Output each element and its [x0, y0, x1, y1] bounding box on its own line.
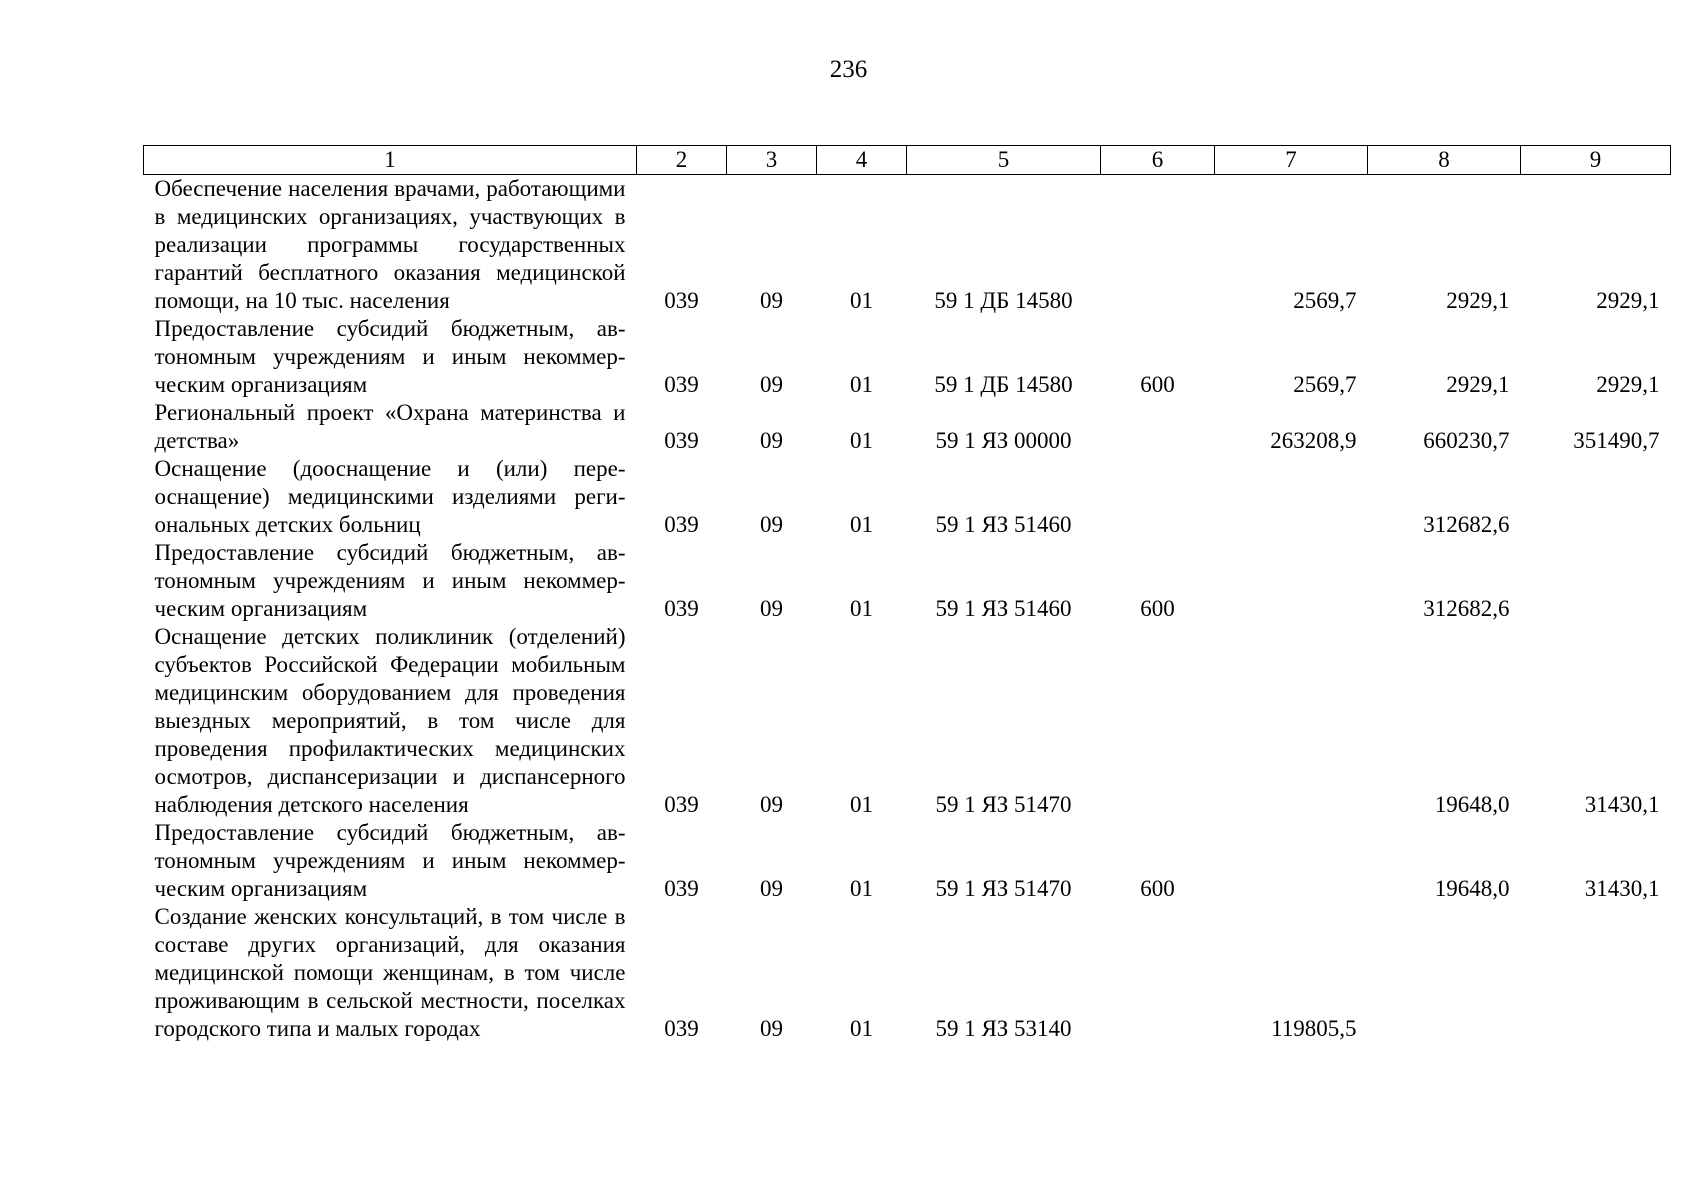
cell-amount-col8: 2929,1 [1446, 288, 1510, 313]
cell-amount-col8: 2929,1 [1446, 372, 1510, 397]
cell-target-article: 59 1 ЯЗ 51460 [935, 512, 1072, 537]
budget-table [143, 145, 1671, 1043]
cell-expense-type: 600 [1140, 876, 1175, 901]
cell-amount-col8: 312682,6 [1423, 596, 1510, 621]
cell-ministry-code: 039 [664, 372, 699, 397]
cell-amount-col7 [1215, 819, 1368, 903]
cell-target-article: 59 1 ЯЗ 51460 [935, 596, 1072, 621]
cell-section-code: 09 [760, 288, 783, 313]
cell-amount-col7 [1215, 539, 1368, 623]
cell-subsection-code: 01 [850, 288, 873, 313]
cell-section-code: 09 [760, 876, 783, 901]
cell-expense-type [1101, 399, 1215, 455]
cell-target-article: 59 1 ЯЗ 51470 [935, 876, 1072, 901]
column-header: 1 [144, 146, 637, 175]
table-row [144, 315, 1671, 399]
cell-subsection-code: 01 [850, 596, 873, 621]
row-name: Создание женских консультаций, в том числе в составе других организаций, для оказания медицинской помощи женщинам, в том числе проживающим в сельской местности, поселках городского типа и малых городах [154, 904, 626, 1041]
cell-expense-type [1101, 175, 1215, 316]
cell-amount-col7 [1215, 455, 1368, 539]
cell-amount-col8: 660230,7 [1423, 428, 1510, 453]
cell-amount-col9: 31430,1 [1584, 876, 1660, 901]
row-name: Предоставление субсидий бюджетным, автономным учреждениям и иным некоммерческим организациям [154, 316, 626, 397]
row-name: Региональный проект «Охрана материнства и детства» [154, 400, 626, 453]
column-header: 6 [1101, 146, 1215, 175]
cell-expense-type: 600 [1140, 596, 1175, 621]
cell-ministry-code: 039 [664, 876, 699, 901]
cell-subsection-code: 01 [850, 1016, 873, 1041]
cell-amount-col7: 263208,9 [1270, 428, 1357, 453]
cell-expense-type [1101, 903, 1215, 1043]
cell-amount-col9: 2929,1 [1596, 288, 1660, 313]
cell-amount-col9: 351490,7 [1573, 428, 1660, 453]
cell-amount-col9 [1521, 903, 1671, 1043]
cell-section-code: 09 [760, 428, 783, 453]
cell-ministry-code: 039 [664, 596, 699, 621]
cell-section-code: 09 [760, 1016, 783, 1041]
column-header: 2 [637, 146, 727, 175]
row-name: Обеспечение населения врачами, работающими в медицинских организациях, участвующих в реализации программы государственных гарантий бесплатного оказания медицинской помощи, на 10 тыс. населения [154, 176, 626, 313]
cell-expense-type [1101, 623, 1215, 819]
cell-ministry-code: 039 [664, 512, 699, 537]
cell-ministry-code: 039 [664, 428, 699, 453]
row-name: Предоставление субсидий бюджетным, автономным учреждениям и иным некоммерческим организациям [154, 820, 626, 901]
column-header: 3 [727, 146, 817, 175]
cell-amount-col9 [1521, 539, 1671, 623]
cell-amount-col7: 2569,7 [1293, 288, 1357, 313]
table-row [144, 819, 1671, 903]
column-header: 8 [1368, 146, 1521, 175]
cell-section-code: 09 [760, 792, 783, 817]
row-name: Оснащение детских поликлиник (отделений) субъектов Российской Федерации мобильным медицинским оборудованием для проведения выездных мероприятий, в том числе для проведения профилактических медицинских осмотров, диспансеризации и диспансерного наблюдения детского населения [154, 624, 626, 817]
row-name: Предоставление субсидий бюджетным, автономным учреждениям и иным некоммерческим организациям [154, 540, 626, 621]
cell-amount-col7: 2569,7 [1293, 372, 1357, 397]
cell-section-code: 09 [760, 512, 783, 537]
cell-amount-col9: 2929,1 [1596, 372, 1660, 397]
table-row [144, 175, 1671, 316]
cell-amount-col8: 19648,0 [1434, 792, 1510, 817]
cell-subsection-code: 01 [850, 512, 873, 537]
cell-subsection-code: 01 [850, 876, 873, 901]
cell-section-code: 09 [760, 372, 783, 397]
column-header: 5 [907, 146, 1101, 175]
table-row [144, 623, 1671, 819]
column-header: 9 [1521, 146, 1671, 175]
cell-amount-col7 [1215, 623, 1368, 819]
page-number: 236 [829, 56, 868, 83]
cell-amount-col8: 19648,0 [1434, 876, 1510, 901]
cell-amount-col7: 119805,5 [1271, 1016, 1357, 1041]
column-header: 7 [1215, 146, 1368, 175]
table-body [144, 175, 1671, 1044]
cell-ministry-code: 039 [664, 792, 699, 817]
table-row [144, 539, 1671, 623]
table-row [144, 399, 1671, 455]
table-row [144, 903, 1671, 1043]
cell-target-article: 59 1 ДБ 14580 [934, 288, 1073, 313]
cell-ministry-code: 039 [664, 288, 699, 313]
cell-target-article: 59 1 ДБ 14580 [934, 372, 1073, 397]
cell-subsection-code: 01 [850, 792, 873, 817]
table-row [144, 455, 1671, 539]
column-header: 4 [817, 146, 907, 175]
cell-target-article: 59 1 ЯЗ 00000 [935, 428, 1072, 453]
cell-expense-type: 600 [1140, 372, 1175, 397]
row-name: Оснащение (дооснащение и (или) переоснащение) медицинскими изделиями региональных детских больниц [154, 456, 626, 537]
cell-target-article: 59 1 ЯЗ 53140 [935, 1016, 1072, 1041]
header-row [144, 146, 1671, 175]
cell-amount-col8 [1368, 903, 1521, 1043]
cell-target-article: 59 1 ЯЗ 51470 [935, 792, 1072, 817]
cell-subsection-code: 01 [850, 372, 873, 397]
cell-amount-col8: 312682,6 [1423, 512, 1510, 537]
cell-amount-col9: 31430,1 [1584, 792, 1660, 817]
cell-section-code: 09 [760, 596, 783, 621]
cell-amount-col9 [1521, 455, 1671, 539]
cell-subsection-code: 01 [850, 428, 873, 453]
cell-ministry-code: 039 [664, 1016, 699, 1041]
table-header [144, 146, 1671, 175]
cell-expense-type [1101, 455, 1215, 539]
